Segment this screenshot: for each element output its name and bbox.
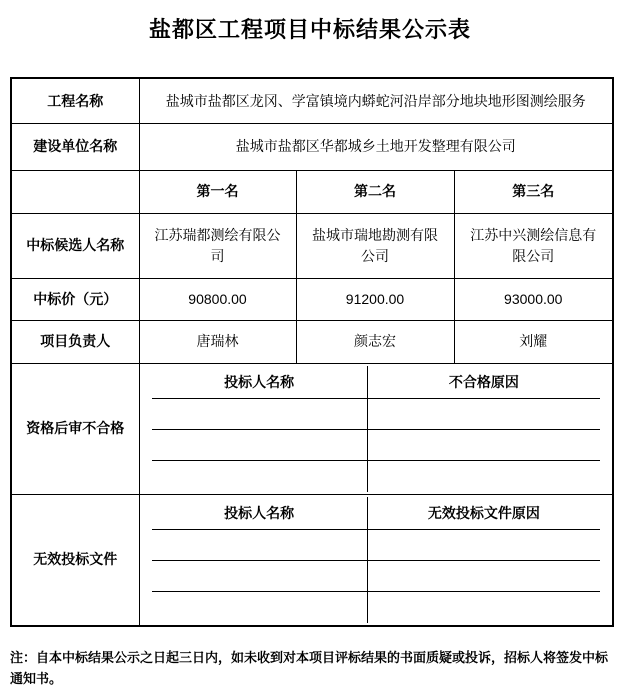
- unqualified-subtable: [152, 366, 601, 492]
- empty-cell: [152, 530, 368, 561]
- unqualified-empty-row: [152, 461, 601, 492]
- invalid-subtable-cell: [139, 494, 613, 626]
- empty-cell: [367, 561, 600, 592]
- invalid-section-row: [11, 494, 613, 626]
- empty-cell: [152, 399, 368, 430]
- empty-cell: [367, 399, 600, 430]
- candidate-1-value: 江苏瑞都测绘有限公司: [139, 213, 296, 278]
- bid-result-table: [10, 77, 614, 627]
- price-1-value: 90800.00: [139, 278, 296, 320]
- project-name-label: 工程名称: [11, 78, 139, 123]
- candidates-row: [11, 213, 613, 278]
- empty-cell: [367, 461, 600, 492]
- rank-header-row: [11, 170, 613, 213]
- owner-label: 建设单位名称: [11, 123, 139, 170]
- rank-3-header: 第三名: [454, 170, 613, 213]
- price-row: [11, 278, 613, 320]
- unqualified-bidder-header: 投标人名称: [152, 366, 368, 399]
- candidate-2-value: 盐城市瑞地勘测有限公司: [296, 213, 454, 278]
- price-2-value: 91200.00: [296, 278, 454, 320]
- manager-3-value: 刘耀: [454, 320, 613, 363]
- price-label: 中标价（元）: [11, 278, 139, 320]
- rank-2-header: 第二名: [296, 170, 454, 213]
- manager-label: 项目负责人: [11, 320, 139, 363]
- empty-cell: [152, 592, 368, 623]
- unqualified-label: 资格后审不合格: [11, 363, 139, 494]
- empty-cell: [367, 430, 600, 461]
- empty-cell: [152, 461, 368, 492]
- invalid-header-row: [152, 497, 601, 530]
- unqualified-empty-row: [152, 430, 601, 461]
- invalid-empty-row: [152, 530, 601, 561]
- project-name-value: 盐城市盐都区龙冈、学富镇境内蟒蛇河沿岸部分地块地形图测绘服务: [139, 78, 613, 123]
- project-name-row: [11, 78, 613, 123]
- footnote: 注：自本中标结果公示之日起三日内，如未收到对本项目评标结果的书面质疑或投诉，招标人将签发中标通知书。: [10, 649, 609, 686]
- empty-cell: [367, 530, 600, 561]
- candidates-label: 中标候选人名称: [11, 213, 139, 278]
- invalid-label: 无效投标文件: [11, 494, 139, 626]
- unqualified-header-row: [152, 366, 601, 399]
- page-title: 盐都区工程项目中标结果公示表: [148, 17, 471, 42]
- invalid-empty-row: [152, 561, 601, 592]
- empty-cell: [367, 592, 600, 623]
- price-3-value: 93000.00: [454, 278, 613, 320]
- manager-row: [11, 320, 613, 363]
- rank-1-header: 第一名: [139, 170, 296, 213]
- unqualified-reason-header: 不合格原因: [367, 366, 600, 399]
- empty-cell: [152, 430, 368, 461]
- unqualified-empty-row: [152, 399, 601, 430]
- unqualified-section-row: [11, 363, 613, 494]
- rank-row-empty-cell: [11, 170, 139, 213]
- unqualified-subtable-cell: [139, 363, 613, 494]
- invalid-subtable: [152, 497, 601, 623]
- invalid-empty-row: [152, 592, 601, 623]
- manager-2-value: 颜志宏: [296, 320, 454, 363]
- invalid-bidder-header: 投标人名称: [152, 497, 368, 530]
- owner-row: [11, 123, 613, 170]
- invalid-reason-header: 无效投标文件原因: [367, 497, 600, 530]
- empty-cell: [152, 561, 368, 592]
- manager-1-value: 唐瑞林: [139, 320, 296, 363]
- owner-value: 盐城市盐都区华都城乡土地开发整理有限公司: [139, 123, 613, 170]
- candidate-3-value: 江苏中兴测绘信息有限公司: [454, 213, 613, 278]
